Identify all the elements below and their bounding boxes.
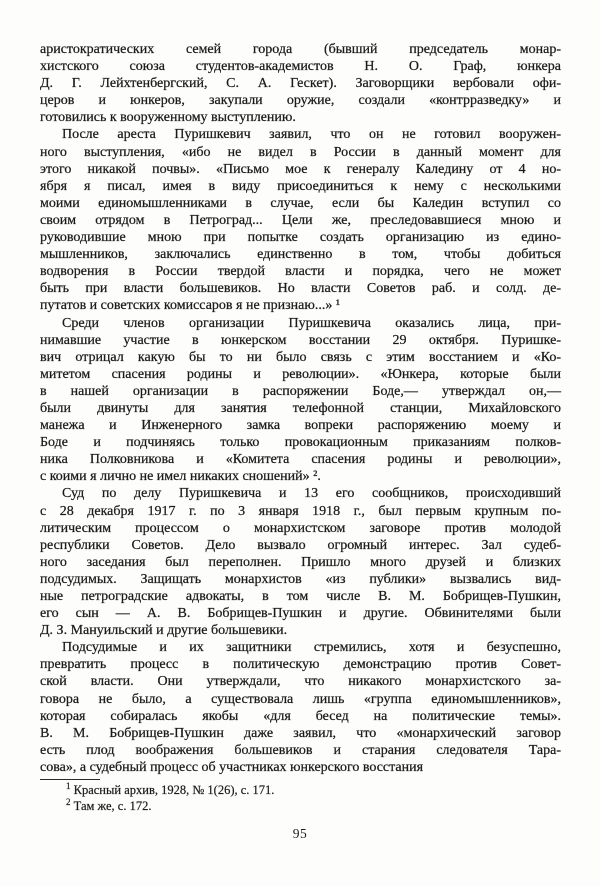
text-line: этого никакой почвы». «Письмо мое к генералу Каледину от 4 но- — [40, 161, 561, 177]
footnotes-list — [40, 780, 561, 814]
paragraph — [40, 639, 561, 776]
text-line: моими единомышленниками в случае, если бы Каледин вступил со — [40, 195, 561, 211]
text-line: ного выступления, «ибо не видел в России в данный момент для — [40, 144, 561, 160]
text-line: превратить процесс в политическую демонстрацию против Совет- — [40, 657, 561, 673]
paragraph — [40, 485, 561, 639]
text-line: Д. З. Мануильский и другие большевики. — [40, 623, 288, 639]
text-line: аристократических семей города (бывший председатель монар- — [40, 42, 561, 57]
text-line: есть плод воображения большевиков и старания следователя Тара- — [40, 742, 561, 758]
text-line: Д. Г. Лейхтенбергский, С. А. Гескет). Заговорщики вербовали офи- — [40, 76, 561, 92]
text-line: мышленников, заключались единственно в том, чтобы добиться — [40, 247, 561, 263]
text-line: были двинуты для занятия телефонной станции, Михайловского — [40, 400, 561, 416]
text-line: сова», а судебный процесс об участниках юнкерского восстания — [40, 759, 424, 775]
text-line: Среди членов организации Пуришкевича оказались лица, при- — [62, 315, 561, 331]
page-number: 95 — [292, 826, 308, 841]
text-line: ской власти. Они утверждали, что никакого монархистского за- — [40, 674, 561, 690]
text-line: вич отрицал какую бы то ни было связь с этим восстанием и «Ко- — [40, 349, 561, 365]
text-line: литическим процессом о монархистском заговоре против молодой — [40, 520, 561, 536]
text-line: Суд по делу Пуришкевича и 13 его сообщников, происходивший — [62, 486, 561, 502]
text-line: Подсудимые и их защитники стремились, хотя и безуспешно, — [62, 640, 561, 656]
text-line: ника Полковникова и «Комитета спасения родины и революции», — [40, 452, 561, 468]
text-line: его сын — А. В. Бобрищев-Пушкин и другие. Обвинителями были — [40, 606, 561, 622]
text-line: своим отрядом в Петроград... Цели же, преследовавшиеся мною и — [40, 212, 561, 228]
text-line: хистского союза студентов-академистов Н. О. Граф, юнкера — [40, 59, 561, 75]
paragraph — [40, 41, 561, 126]
text-line: ные петроградские адвокаты, в том числе В. М. Бобрищев-Пушкин, — [40, 589, 561, 604]
footnote: $^2$ Там же, с. 172. — [66, 796, 152, 813]
text-line: в нашей организации в распоряжении Боде,— утверждал он,— — [40, 383, 561, 399]
text-line: путатов и советских комиссаров я не признаю...» ¹ — [40, 298, 341, 314]
text-line: готовились к вооруженному выступлению. — [40, 110, 296, 126]
footnote-separator — [40, 779, 100, 780]
footnote-marker: 2 — [66, 796, 71, 807]
text-line: руководившие мною при попытке создать организацию из едино- — [40, 230, 561, 246]
text-line: республики Советов. Дело вызвало огромный интерес. Зал судеб- — [40, 537, 561, 553]
text-line: ября я писал, имея в виду присоединиться к нему с несколькими — [40, 178, 561, 194]
footnote-marker: 1 — [66, 780, 71, 791]
paragraph — [40, 315, 561, 486]
text-line: ного заседания был переполнен. Пришло много друзей и близких — [40, 554, 561, 570]
text-line: церов и юнкеров, закупали оружие, создали «контрразведку» и — [40, 93, 561, 109]
text-line: быть при власти большевиков. Но власти Советов раб. и солд. де- — [40, 281, 561, 297]
text-line: В. М. Бобрищев-Пушкин даже заявил, что «монархический заговор — [40, 725, 561, 741]
text-line: После ареста Пуришкевич заявил, что он не готовил вооружен- — [62, 127, 561, 143]
text-line: водворения в России твердой власти и порядка, чего не может — [40, 264, 561, 280]
footnotes — [40, 779, 561, 814]
text-line: подсудимых. Защищать монархистов «из публики» вызвались вид- — [40, 571, 561, 587]
footnote: $^1$ Красный архив, 1928, № 1(26), с. 171. — [66, 780, 275, 797]
text-line: с 28 декабря 1917 г. по 3 января 1918 г., был первым крупным по- — [40, 503, 561, 519]
body-text — [40, 41, 561, 776]
text-line: которая собиралась якобы «для бесед на политические темы». — [40, 708, 561, 724]
text-line: с коими я лично не имел никаких сношений» ². — [40, 469, 321, 485]
text-line: манежа и Инженерного замка вопреки распоряжению моему и — [40, 418, 561, 434]
paragraph — [40, 126, 561, 314]
text-line: митетом спасения родины и революции». «Юнкера, которые были — [40, 366, 561, 382]
text-line: Боде и подчиняясь только провокационным приказаниям полков- — [40, 435, 561, 451]
text-line: нимавшие участие в юнкерском восстании 29 октября. Пуришке- — [40, 332, 561, 348]
text-line: говора не было, а существовала лишь «группа единомышленников», — [40, 691, 561, 707]
